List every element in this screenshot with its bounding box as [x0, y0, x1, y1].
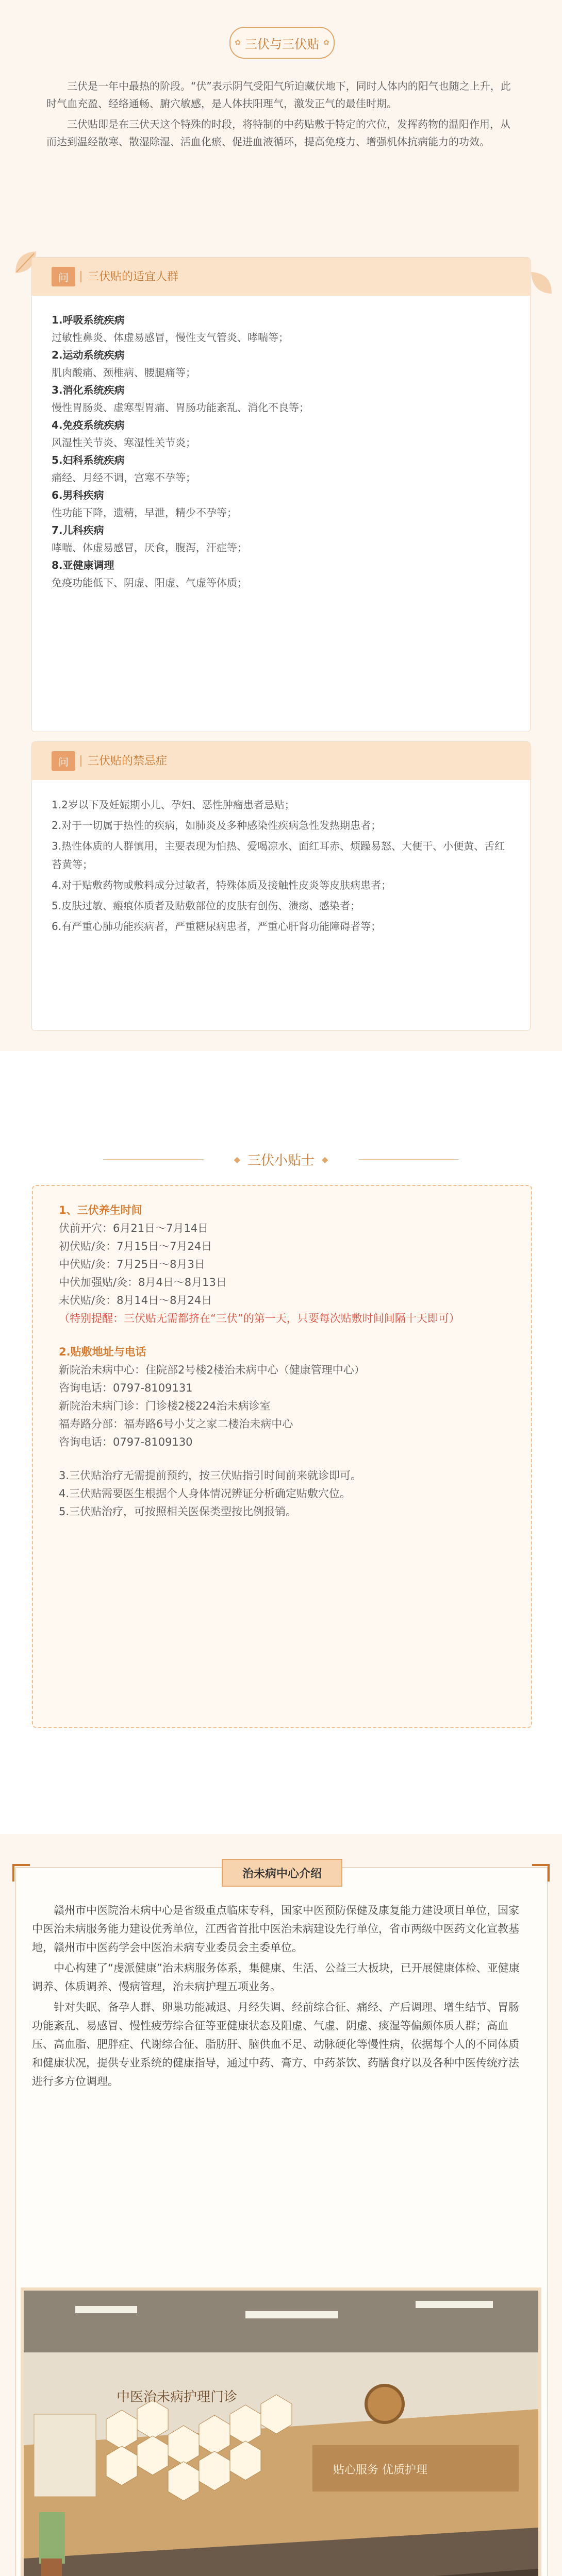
list-item: 中伏贴/灸：7月25日～8月3日 [59, 1258, 205, 1270]
list-item [52, 346, 510, 381]
cloud-deco-icon: ✿ [323, 39, 329, 47]
group-text: 风湿性关节炎、寒湿性关节炎； [52, 436, 196, 449]
spacer [59, 1451, 507, 1467]
group-heading: 6.男科疾病 [52, 489, 104, 501]
list-item [52, 311, 510, 346]
group-heading: 5.妇科系统疾病 [52, 454, 125, 466]
corner-deco [532, 1864, 550, 1882]
tip-heading: 1、三伏养生时间 [59, 1204, 142, 1216]
question-badge: 问 [52, 751, 75, 771]
intro-paragraph: 三伏是一年中最热的阶段。“伏”表示阴气受阳气所迫藏伏地下，同时人体内的阳气也随之上升，此时气血充盈、经络通畅、腑穴敏感，是人体扶阳理气，激发正气的最佳时期。 [46, 80, 511, 110]
list-item [52, 486, 510, 521]
card-title: 三伏贴的适宜人群 [88, 270, 179, 283]
clinic-wall-photo [21, 2287, 541, 2576]
reminder-note: （特别提醒：三伏贴无需都挤在“三伏”的第一天，只要每次贴敷时间间隔十天即可） [59, 1312, 460, 1325]
card-header [32, 258, 530, 296]
tips-content [59, 1201, 507, 1521]
section-title-pill [229, 27, 335, 59]
list-item: 咨询电话：0797-8109131 [59, 1382, 193, 1394]
group-heading: 8.亚健康调理 [52, 559, 114, 571]
center-paragraph: 赣州市中医院治未病中心是省级重点临床专科，国家中医预防保健及康复能力建设项目单位，国家中医治未病服务能力建设优秀单位，江西省首批中医治未病建设先行单位，省市两级中医药文化宣教基地，赣州市中医药学会中医治未病专业委员会主委单位。 [32, 1904, 519, 1954]
group-heading: 7.儿科疾病 [52, 524, 104, 536]
tip-heading: 2.贴敷地址与电话 [59, 1346, 146, 1358]
center-paragraph: 中心构建了“虔派健康”治未病服务体系，集健康、生活、公益三大板块，已开展健康体检、亚健康调养、体质调养、慢病管理，治未病护理五项业务。 [32, 1962, 520, 1993]
list-item: 新院治未病门诊：门诊楼2楼224治未病诊室 [59, 1400, 271, 1412]
card-title: 三伏贴的禁忌症 [88, 755, 168, 768]
card-header [32, 742, 530, 780]
wing-deco-icon: ◆ [234, 1154, 240, 1164]
group-text: 免疫功能低下、阴虚、阳虚、气虚等体质； [52, 577, 247, 589]
tips-title [204, 1144, 358, 1175]
list-item: 1.2岁以下及妊娠期小儿、孕妇、恶性肿瘤患者忌贴； [52, 799, 295, 811]
group-heading: 4.免疫系统疾病 [52, 419, 125, 431]
list-item: 初伏贴/灸：7月15日～7月24日 [59, 1240, 212, 1252]
photo-caption: 中医治未病护理门诊 [117, 2389, 238, 2405]
cloud-deco-icon: ✿ [235, 39, 241, 47]
list-item [52, 451, 510, 486]
group-text: 慢性胃肠炎、虚寒型胃痛、胃肠功能紊乱、消化不良等； [52, 401, 309, 414]
section-center-intro [0, 1834, 562, 2576]
list-item: 5.三伏贴治疗，可按照相关医保类型按比例报销。 [59, 1505, 297, 1518]
group-text: 哮喘、体虚易感冒，厌食，腹泻，汗症等； [52, 541, 247, 554]
section-tips [0, 1051, 562, 1834]
list-item: 伏前开穴：6月21日～7月14日 [59, 1222, 209, 1234]
question-badge: 问 [52, 267, 75, 286]
clinic-wall-image [24, 2291, 538, 2576]
divider [80, 755, 81, 767]
list-item: 5.皮肤过敏、瘢痕体质者及贴敷部位的皮肤有创伤、溃疡、感染者； [52, 900, 361, 912]
list-item [52, 381, 510, 416]
list-item: 末伏贴/灸：8月14日～8月24日 [59, 1294, 212, 1307]
center-title: 治未病中心介绍 [222, 1859, 342, 1887]
list-item: 2.对于一切属于热性的疾病，如肺炎及多种感染性疾病急性发热期患者； [52, 819, 382, 832]
group-text: 性功能下降，遗精，早泄，精少不孕等； [52, 506, 237, 519]
section-sanfu-intro [0, 0, 562, 1051]
corner-deco [12, 1864, 30, 1882]
list-item: 4.三伏贴需要医生根据个人身体情况辨证分析确定贴敷穴位。 [59, 1487, 351, 1500]
section2-title: 三伏小贴士 [247, 1153, 315, 1168]
photo-subcaption: 贴心服务 优质护理 [333, 2464, 427, 2477]
list-item [52, 521, 510, 556]
list-item: 新院治未病中心：住院部2号楼2楼治未病中心（健康管理中心） [59, 1364, 365, 1376]
center-text [32, 1901, 527, 2093]
group-text: 痛经、月经不调，宫寒不孕等； [52, 471, 196, 484]
section1-title: 三伏与三伏贴 [245, 37, 319, 52]
contra-card [32, 742, 530, 1030]
contra-list [52, 795, 510, 938]
group-heading: 3.消化系统疾病 [52, 384, 125, 396]
list-item: 3.三伏贴治疗无需提前预约，按三伏贴指引时间前来就诊即可。 [59, 1469, 362, 1482]
group-heading: 1.呼吸系统疾病 [52, 314, 125, 326]
group-text: 肌肉酸痛、颈椎病、腰腿痛等； [52, 366, 196, 379]
intro-paragraph: 三伏贴即是在三伏天这个特殊的时段，将特制的中药贴敷于特定的穴位，发挥药物的温阳作用，从而达到温经散寒、散湿除湿、活血化瘀、促进血液循环，提高免疫力、增强机体抗病能力的功效。 [46, 118, 510, 148]
intro-text [46, 77, 516, 154]
list-item: 中伏加强贴/灸：8月4日～8月13日 [59, 1276, 227, 1289]
list-item: 4.对于贴敷药物或敷料成分过敏者，特殊体质及接触性皮炎等皮肤病患者； [52, 879, 392, 891]
list-item [52, 416, 510, 451]
group-text: 过敏性鼻炎、体虚易感冒，慢性支气管炎、哮喘等； [52, 331, 289, 344]
list-item: 6.有严重心肺功能疾病者，严重糖尿病患者，严重心肝肾功能障碍者等； [52, 920, 382, 933]
tips-box [32, 1185, 532, 1728]
divider [80, 271, 81, 282]
spacer [59, 1328, 507, 1343]
wing-deco-icon: ◆ [322, 1154, 328, 1164]
list-item: 福寿路分部：福寿路6号小艾之家二楼治未病中心 [59, 1418, 293, 1430]
list-item: 咨询电话：0797-8109130 [59, 1436, 193, 1448]
list-item [52, 556, 510, 591]
list-item: 3.热性体质的人群慎用，主要表现为怕热、爱喝凉水、面红耳赤、烦躁易怒、大便干、小便黄、舌红苔黄等； [52, 840, 505, 871]
suitable-list [52, 311, 510, 591]
suitable-card [32, 258, 530, 732]
leaf-deco-icon [526, 268, 557, 299]
group-heading: 2.运动系统疾病 [52, 349, 125, 361]
center-paragraph: 针对失眠、备孕人群、卵巢功能减退、月经失调、经前综合征、痛经、产后调理、增生结节、胃肠功能紊乱、易感冒、慢性疲劳综合征等亚健康状态及阳虚、气虚、阴虚、痰湿等偏颇体质人群；高血压、高血脂、肥胖症、代谢综合征、脂肪肝、脑供血不足、动脉硬化等慢性病，依据每个人的不同体质和健康状况，提供专业系统的健康指导，通过中药、膏方、中药茶饮、药膳食疗以及各种中医传统疗法进行多方位调理。 [32, 2001, 519, 2088]
